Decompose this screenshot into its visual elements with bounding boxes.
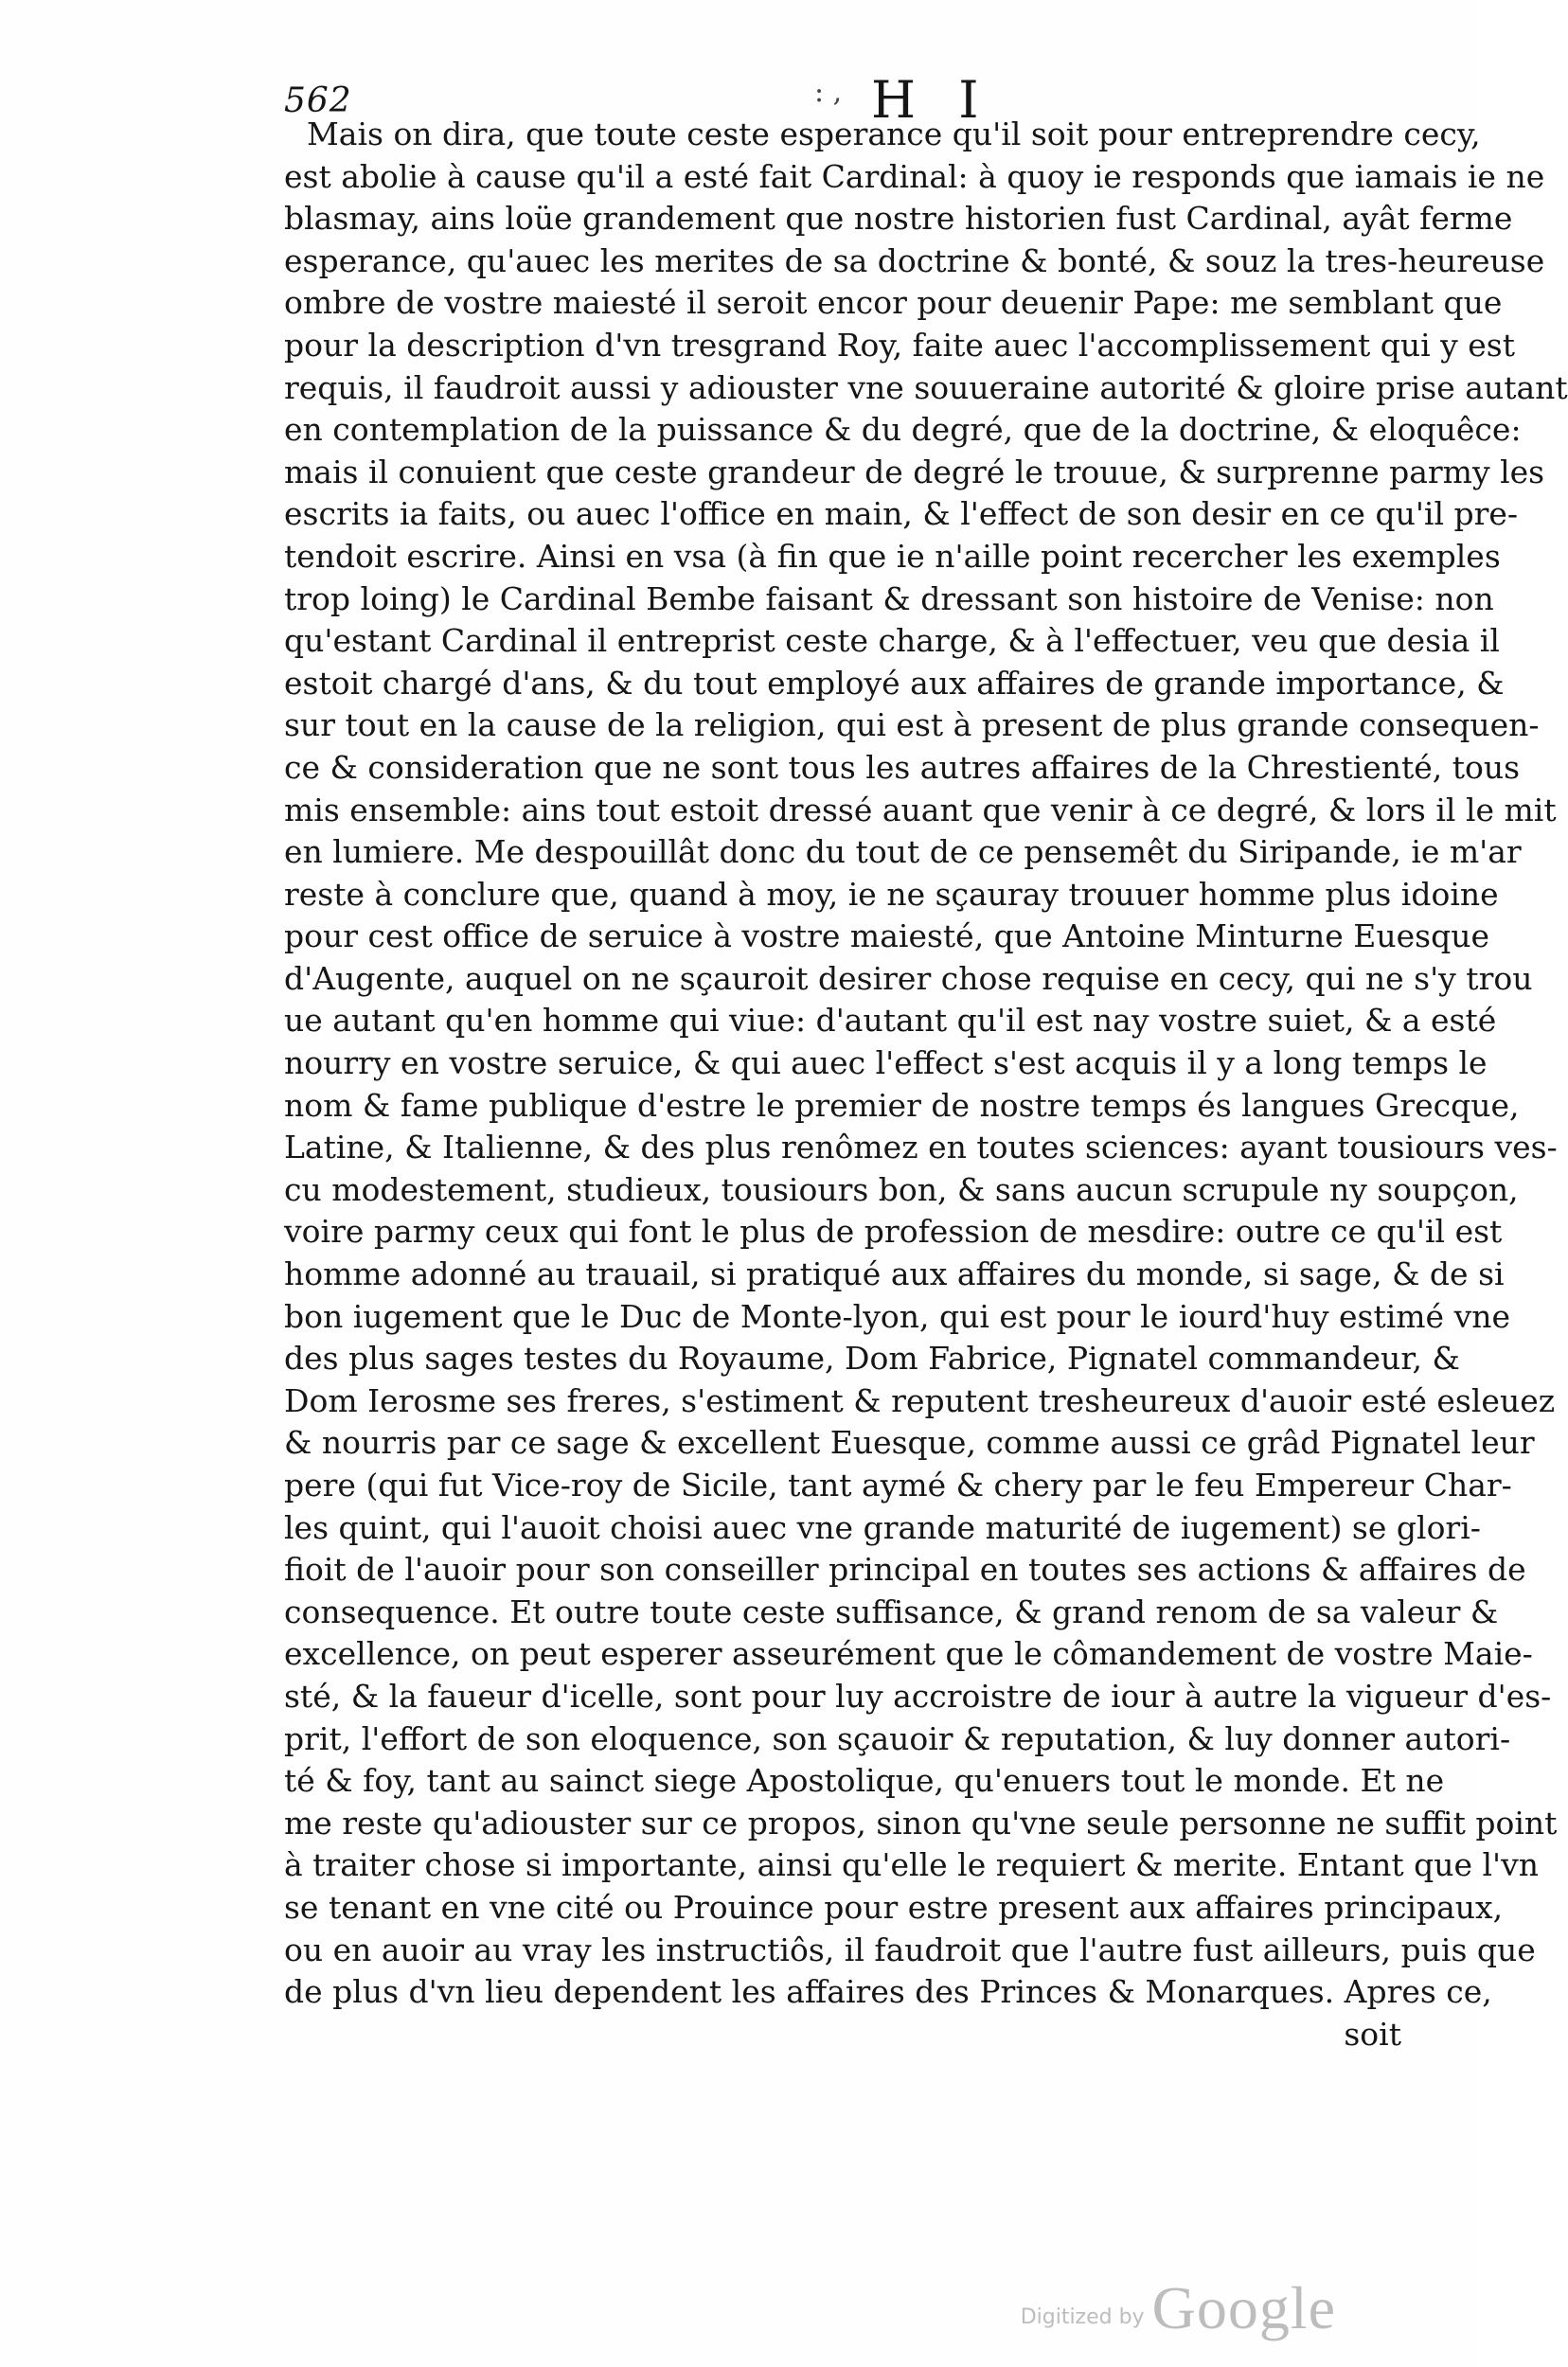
text-line: Latine, & Italienne, & des plus renômez en toutes sciences: ayant tousiours ves- <box>284 1129 1558 1166</box>
text-line: prit, l'effort de son eloquence, son sçauoir & reputation, & luy donner autori- <box>284 1719 1511 1757</box>
running-title: H I <box>871 70 992 130</box>
text-line: sté, & la faueur d'icelle, sont pour luy accroistre de iour à autre la vigueur d'es- <box>284 1677 1552 1715</box>
text-line: pere (qui fut Vice-roy de Sicile, tant aymé & chery par le feu Empereur Char- <box>284 1467 1512 1504</box>
header-ornament: : , <box>814 76 843 109</box>
text-line: nourry en vostre seruice, & qui auec l'effect s'est acquis il y a long temps le <box>284 1044 1488 1082</box>
text-line: excellence, on peut esperer asseurément que le cômandement de vostre Maie- <box>284 1635 1533 1673</box>
body-text <box>284 114 1568 2056</box>
digitization-watermark <box>1021 2272 1336 2339</box>
text-line: bon iugement que le Duc de Monte-lyon, qui est pour le iourd'huy estimé vne <box>284 1297 1510 1335</box>
text-line: pour cest office de seruice à vostre maiesté, que Antoine Minturne Euesque <box>284 917 1489 955</box>
text-line: estoit chargé d'ans, & du tout employé aux affaires de grande importance, & <box>284 664 1505 702</box>
text-line: trop loing) le Cardinal Bembe faisant & dressant son histoire de Venise: non <box>284 579 1494 617</box>
text-line: blasmay, ains loüe grandement que nostre historien fust Cardinal, ayât ferme <box>284 200 1513 238</box>
text-line: en contemplation de la puissance & du degré, que de la doctrine, & eloquêce: <box>284 411 1522 449</box>
text-line: escrits ia faits, ou auec l'office en main, & l'effect de son desir en ce qu'il pre- <box>284 495 1519 533</box>
text-line: té & foy, tant au sainct siege Apostolique, qu'enuers tout le monde. Et ne <box>284 1762 1445 1800</box>
text-line: Mais on dira, que toute ceste esperance qu'il soit pour entreprendre cecy, <box>307 116 1481 152</box>
text-line: Dom Ierosme ses freres, s'estiment & reputent tresheureux d'auoir esté esleuez <box>284 1381 1556 1419</box>
catchword: soit <box>1344 2015 1401 2053</box>
text-line: & nourris par ce sage & excellent Euesque, comme aussi ce grâd Pignatel leur <box>284 1424 1535 1462</box>
text-line: pour la description d'vn tresgrand Roy, faite auec l'accomplissement qui y est <box>284 326 1515 364</box>
text-line: d'Augente, auquel on ne sçauroit desirer chose requise en cecy, qui ne s'y trou <box>284 959 1533 997</box>
text-line: qu'estant Cardinal il entreprist ceste charge, & à l'effectuer, veu que desia il <box>284 622 1500 660</box>
text-line: consequence. Et outre toute ceste suffisance, & grand renom de sa valeur & <box>284 1593 1499 1630</box>
text-line: est abolie à cause qu'il a esté fait Cardinal: à quoy ie responds que iamais ie ne <box>284 157 1545 195</box>
text-line: ue autant qu'en homme qui viue: d'autant qu'il est nay vostre suiet, & a esté <box>284 1002 1497 1040</box>
text-line: ce & consideration que ne sont tous les autres affaires de la Chrestienté, tous <box>284 748 1521 786</box>
text-line: reste à conclure que, quand à moy, ie ne sçauray trouuer homme plus idoine <box>284 875 1499 913</box>
text-line: tendoit escrire. Ainsi en vsa (à fin que ie n'aille point recercher les exemples <box>284 537 1501 575</box>
text-line: mis ensemble: ains tout estoit dressé auant que venir à ce degré, & lors il le mit <box>284 791 1557 828</box>
page-number: 562 <box>284 81 352 120</box>
text-line: des plus sages testes du Royaume, Dom Fabrice, Pignatel commandeur, & <box>284 1340 1460 1378</box>
text-line: les quint, qui l'auoit choisi auec vne grande maturité de iugement) se glori- <box>284 1508 1481 1546</box>
text-line: esperance, qu'auec les merites de sa doctrine & bonté, & souz la tres-heureuse <box>284 241 1545 279</box>
text-line: ou en auoir au vray les instructiôs, il faudroit que l'autre fust ailleurs, puis que <box>284 1931 1536 1968</box>
text-line: mais il conuient que ceste grandeur de degré le trouue, & surprenne parmy les <box>284 453 1545 490</box>
text-line: requis, il faudroit aussi y adiouster vne souueraine autorité & gloire prise autant <box>284 368 1568 406</box>
text-line: fioit de l'auoir pour son conseiller principal en toutes ses actions & affaires de <box>284 1551 1526 1589</box>
text-line: me reste qu'adiouster sur ce propos, sinon qu'vne seule personne ne suffit point <box>284 1804 1558 1842</box>
text-line: en lumiere. Me despouillât donc du tout de ce pensemêt du Siripande, ie m'ar <box>284 833 1522 871</box>
text-line: se tenant en vne cité ou Prouince pour estre present aux affaires principaux, <box>284 1888 1504 1926</box>
watermark-logo-text: Google <box>1151 2274 1336 2341</box>
watermark-small-text: Digitized by <box>1020 2305 1145 2329</box>
text-line: homme adonné au trauail, si pratiqué aux affaires du monde, si sage, & de si <box>284 1255 1505 1293</box>
text-line: à traiter chose si importante, ainsi qu'elle le requiert & merite. Entant que l'vn <box>284 1846 1540 1884</box>
text-line: voire parmy ceux qui font le plus de profession de mesdire: outre ce qu'il est <box>284 1213 1503 1251</box>
text-line: ombre de vostre maiesté il seroit encor pour deuenir Pape: me semblant que <box>284 284 1503 322</box>
text-line: de plus d'vn lieu dependent les affaires des Princes & Monarques. Apres ce, <box>284 1973 1492 2011</box>
text-line: nom & fame publique d'estre le premier de nostre temps és langues Grecque, <box>284 1086 1520 1124</box>
text-line: cu modestement, studieux, tousiours bon, & sans aucun scrupule ny soupçon, <box>284 1170 1519 1208</box>
text-line: sur tout en la cause de la religion, qui est à present de plus grande consequen- <box>284 706 1540 744</box>
